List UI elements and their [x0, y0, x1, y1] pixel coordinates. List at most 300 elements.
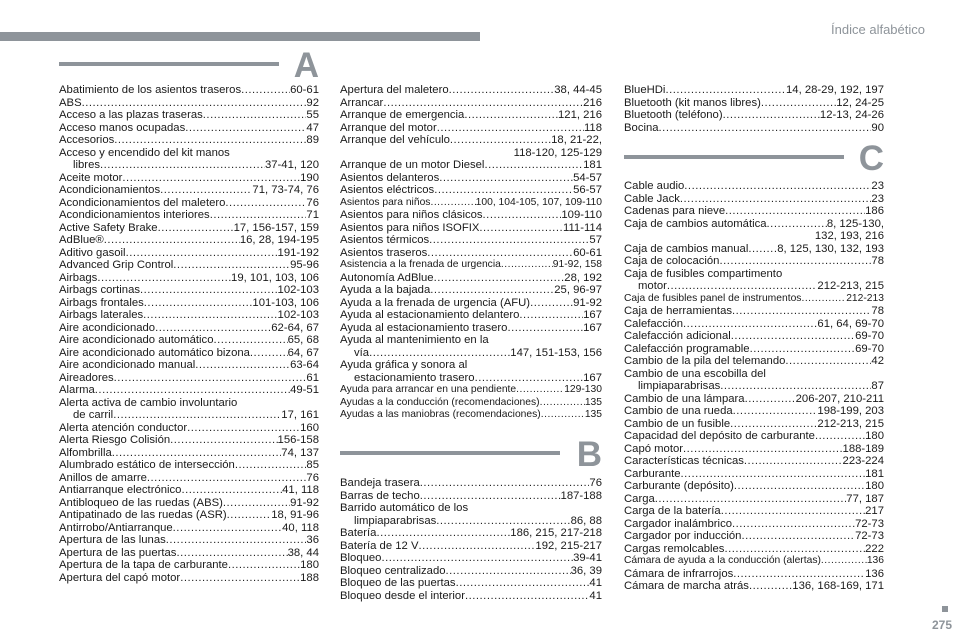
- leader-dots: [720, 380, 871, 393]
- index-entry: [340, 159, 602, 172]
- index-entry-term: Bandeja trasera: [340, 477, 420, 489]
- index-entry-term: Apertura del capó motor: [59, 571, 181, 584]
- index-entry-term: Alerta activa de cambio involuntario: [59, 396, 238, 409]
- index-entry-term: Ayuda al mantenimiento en la: [340, 334, 489, 346]
- index-entry-term: Batería de 12 V: [340, 539, 419, 552]
- index-entry-pages: 8, 125-130,: [826, 217, 884, 230]
- leader-dots: [681, 468, 866, 481]
- leader-dots: [185, 122, 306, 135]
- index-entry-term: Apertura de las lunas: [59, 534, 166, 546]
- index-entry: [59, 309, 319, 322]
- index-entry-term: libres: [73, 159, 100, 171]
- index-entry: [340, 197, 602, 210]
- index-entry-term: Accesorios: [59, 134, 115, 146]
- index-entry: [624, 480, 884, 493]
- index-entry-pages: 17, 161: [281, 409, 319, 421]
- leader-dots: [540, 397, 585, 410]
- index-entry-term: Arranque del vehículo: [340, 134, 450, 146]
- index-entry-term: Apertura de la tapa de carburante: [59, 559, 228, 571]
- index-entry-pages: 212-213, 215: [817, 417, 884, 430]
- index-entry: [340, 515, 602, 528]
- index-entry: [624, 193, 884, 206]
- leader-dots: [173, 259, 290, 272]
- index-entry-term: Abatimiento de los asientos traseros: [59, 84, 242, 96]
- section-rule: [624, 155, 844, 159]
- leader-dots: [501, 259, 553, 272]
- index-entry: [340, 309, 602, 322]
- index-entry-term: Carga de la batería: [624, 505, 721, 517]
- index-entry-pages: 91-92, 158: [552, 259, 602, 270]
- index-entry-pages: 16, 28, 194-195: [239, 234, 319, 246]
- index-entry: [59, 222, 319, 235]
- index-entry: [624, 493, 884, 506]
- page-header-title: Índice alfabético: [831, 22, 925, 37]
- index-entry: [340, 397, 602, 410]
- index-entry: [340, 247, 602, 260]
- section-letter: A: [293, 46, 319, 85]
- index-entry: [340, 134, 602, 147]
- leader-dots: [730, 418, 817, 431]
- index-column-2: [340, 84, 602, 422]
- index-entry: [340, 122, 602, 135]
- header-bar: [0, 32, 480, 41]
- index-entry: [624, 455, 884, 468]
- leader-dots: [430, 197, 475, 210]
- leader-dots: [434, 184, 573, 197]
- index-entry-pages: 212-213: [846, 292, 884, 304]
- index-entry-term: Ayuda para arrancar en una pendiente: [340, 384, 517, 395]
- index-entry-pages: 191-192: [277, 246, 319, 259]
- leader-dots: [464, 109, 558, 122]
- index-entry: [59, 509, 319, 522]
- index-column-3: [624, 84, 884, 134]
- leader-dots: [383, 97, 583, 110]
- index-entry-term: Airbags cortinas: [59, 284, 140, 296]
- leader-dots: [479, 222, 563, 235]
- index-entry-pages: 12, 24-25: [836, 96, 884, 109]
- index-entry-term: Caja de cambios automática: [624, 217, 767, 230]
- leader-dots: [683, 318, 817, 331]
- index-entry-pages: 56-57: [573, 184, 602, 196]
- index-entry-pages: 190: [300, 171, 319, 184]
- index-entry: [59, 97, 319, 110]
- index-entry: [59, 447, 319, 460]
- index-entry-pages: 40, 118: [282, 521, 319, 534]
- index-entry: [624, 580, 884, 593]
- leader-dots: [225, 197, 306, 210]
- index-entry-term: motor: [638, 280, 667, 292]
- index-entry-term: Asientos para niños ISOFIX: [340, 221, 480, 234]
- leader-dots: [465, 590, 589, 603]
- leader-dots: [376, 527, 510, 540]
- index-entry-pages: 42: [871, 355, 884, 367]
- index-entry-term: Bluetooth (kit manos libres): [624, 96, 761, 109]
- index-entry-term: Aceite motor: [59, 171, 123, 184]
- index-entry-term: limpiaparabrisas: [354, 514, 437, 527]
- index-entry: [624, 330, 884, 343]
- leader-dots: [744, 455, 843, 468]
- page-number: 275: [931, 618, 952, 632]
- index-entry-pages: 72-73: [855, 517, 884, 530]
- index-entry: [59, 184, 319, 197]
- index-entry: [59, 134, 319, 147]
- index-entry: [624, 305, 884, 318]
- index-entry: [340, 184, 602, 197]
- index-entry-term: Acondicionamientos interiores: [59, 209, 210, 221]
- index-entry-term: BlueHDi: [624, 84, 666, 96]
- index-entry-term: Aireadores: [59, 371, 114, 384]
- index-entry: [59, 334, 319, 347]
- index-entry-term: ABS: [59, 96, 82, 109]
- index-entry-pages: 71: [306, 209, 319, 221]
- leader-dots: [176, 547, 287, 560]
- index-entry-term: Aditivo gasoil: [59, 246, 126, 259]
- index-entry: [624, 568, 884, 581]
- index-entry: [624, 380, 884, 393]
- index-entry-pages: 41: [589, 589, 602, 602]
- index-entry-pages: 69-70: [855, 330, 884, 342]
- index-entry: [59, 109, 319, 122]
- index-entry-term: Cambio de una rueda: [624, 405, 733, 417]
- index-entry: [59, 434, 319, 447]
- index-entry-pages: 136: [865, 567, 884, 580]
- index-entry-term: Alfombrilla: [59, 446, 112, 459]
- index-entry: [59, 209, 319, 222]
- index-entry-term: Antipatinado de las ruedas (ASR): [59, 509, 227, 521]
- index-entry-term: Ayuda a la bajada: [340, 284, 431, 296]
- leader-dots: [785, 355, 871, 368]
- leader-dots: [170, 434, 277, 447]
- index-entry-term: Carburante: [624, 467, 681, 480]
- index-entry: [624, 393, 884, 406]
- index-entry-term: Cargador inalámbrico: [624, 517, 732, 530]
- index-entry-pages: 37-41, 120: [264, 159, 319, 171]
- leader-dots: [680, 193, 872, 206]
- index-entry: [59, 84, 319, 97]
- index-entry: [59, 547, 319, 560]
- index-entry-term: Caja de colocación: [624, 255, 720, 267]
- index-entry-term: Aire acondicionado automático: [59, 334, 214, 346]
- index-entry-pages: 180: [865, 480, 884, 492]
- section-rule: [59, 62, 279, 66]
- leader-dots: [437, 122, 584, 135]
- index-entry: [59, 484, 319, 497]
- index-entry-pages: 18, 91-96: [271, 509, 319, 521]
- leader-dots: [430, 284, 554, 297]
- index-entry-pages: 85: [306, 459, 319, 471]
- index-entry-pages: 39-41: [573, 552, 602, 564]
- index-entry-term: Asientos para niños: [340, 196, 431, 208]
- leader-dots: [684, 180, 871, 193]
- index-entry: [59, 384, 319, 397]
- index-entry: [624, 84, 884, 97]
- index-entry: [59, 359, 319, 372]
- index-entry: [59, 197, 319, 210]
- leader-dots: [815, 430, 865, 443]
- index-entry-pages: 38, 44: [287, 546, 319, 559]
- index-entry: [340, 372, 602, 385]
- index-entry: [624, 405, 884, 418]
- index-entry-pages: 187-188: [560, 489, 602, 502]
- index-entry-pages: 25, 96-97: [554, 284, 602, 296]
- index-entry-term: Ayudas a la conducción (recomendaciones): [340, 396, 540, 408]
- section-letter: B: [576, 435, 602, 474]
- section-rule: [340, 451, 560, 455]
- index-entry-term: Acceso y encendido del kit manos: [59, 146, 230, 159]
- index-entry-term: Barrido automático de los: [340, 502, 469, 514]
- index-entry-pages: 49-51: [290, 384, 319, 396]
- leader-dots: [210, 209, 307, 222]
- index-entry-pages: 69-70: [855, 342, 884, 355]
- leader-dots: [723, 109, 820, 122]
- index-entry: [59, 534, 319, 547]
- leader-dots: [166, 534, 307, 547]
- index-entry: [59, 397, 319, 410]
- index-entry-term: Barras de techo: [340, 489, 420, 502]
- index-entry-pages: 55: [306, 109, 319, 121]
- leader-dots: [719, 255, 871, 268]
- index-column-3-c: [624, 180, 884, 593]
- index-entry-pages: 167: [583, 371, 602, 384]
- index-entry-term: Active Safety Brake: [59, 221, 158, 234]
- index-entry: [59, 472, 319, 485]
- index-entry-term: Caja de herramientas: [624, 305, 733, 317]
- index-entry-pages: 101-103, 106: [252, 296, 319, 309]
- page-marker: [942, 606, 948, 612]
- leader-dots: [419, 540, 536, 553]
- index-entry-term: Cambio de una escobilla del: [624, 367, 766, 380]
- index-entry: [340, 527, 602, 540]
- index-entry-term: Acceso manos ocupadas: [59, 121, 186, 134]
- index-entry: [340, 384, 602, 397]
- index-entry: [624, 518, 884, 531]
- index-entry-term: Cable audio: [624, 180, 685, 192]
- leader-dots: [181, 484, 282, 497]
- index-entry-pages: 186, 215, 217-218: [510, 527, 602, 539]
- index-entry-pages: 28, 192: [564, 271, 602, 284]
- index-entry-term: Cadenas para nieve: [624, 205, 726, 217]
- index-entry-term: Bluetooth (teléfono): [624, 109, 723, 121]
- index-entry: [59, 259, 319, 272]
- leader-dots: [241, 84, 290, 97]
- index-entry: [59, 159, 319, 172]
- index-entry-pages: 86, 88: [570, 514, 602, 527]
- index-entry-term: Bloqueo desde el interior: [340, 589, 465, 602]
- index-entry-term: Acondicionamientos del maletero: [59, 196, 226, 209]
- index-entry: [59, 522, 319, 535]
- index-entry-pages: 95-96: [290, 259, 319, 271]
- index-entry-term: Asientos para niños clásicos: [340, 209, 483, 221]
- index-entry-pages: 23: [871, 192, 884, 205]
- index-entry-pages: 180: [300, 559, 319, 571]
- index-entry: [624, 418, 884, 431]
- index-entry-pages: 186: [865, 205, 884, 217]
- index-entry-term: Alumbrado estático de intersección: [59, 459, 235, 471]
- index-entry-term: vía: [354, 346, 370, 359]
- leader-dots: [427, 247, 573, 260]
- index-entry-term: Ayuda a la frenada de urgencia (AFU): [340, 296, 531, 309]
- leader-dots: [724, 543, 865, 556]
- leader-dots: [683, 443, 843, 456]
- leader-dots: [429, 234, 589, 247]
- index-entry-term: Airbags: [59, 271, 98, 284]
- index-entry: [624, 430, 884, 443]
- index-entry-pages: 76: [306, 196, 319, 209]
- index-entry-pages: 41, 118: [282, 484, 319, 496]
- index-entry: [59, 559, 319, 572]
- index-entry-term: limpiaparabrisas: [638, 380, 721, 392]
- index-entry-pages: 87: [871, 380, 884, 392]
- index-entry: [340, 540, 602, 553]
- index-entry-term: Autonomía AdBlue: [340, 271, 434, 284]
- index-entry-pages: 12-13, 24-26: [819, 109, 884, 121]
- leader-dots: [112, 447, 282, 460]
- index-entry-pages: 76: [306, 471, 319, 484]
- index-entry-term: Bloqueo centralizado: [340, 564, 446, 577]
- leader-dots: [195, 359, 290, 372]
- leader-dots: [369, 347, 510, 360]
- index-entry: [59, 459, 319, 472]
- leader-dots: [235, 459, 307, 472]
- index-entry-term: Cambio de la pila del telemando: [624, 355, 786, 367]
- index-entry-term: Características técnicas: [624, 455, 744, 467]
- index-entry-pages: 47: [306, 121, 319, 134]
- index-entry-term: Cable Jack: [624, 192, 680, 205]
- index-entry-term: Alerta atención conductor: [59, 421, 188, 434]
- index-entry-pages: 89: [306, 134, 319, 146]
- index-entry: [59, 122, 319, 135]
- index-entry-term: Acceso a las plazas traseras: [59, 109, 203, 121]
- index-entry-term: Apertura del maletero: [340, 84, 449, 96]
- index-entry-pages: 216: [583, 96, 602, 109]
- index-entry-term: Bloqueo: [340, 552, 382, 564]
- index-entry: [59, 297, 319, 310]
- index-entry: [340, 272, 602, 285]
- index-entry-term: Cámara de marcha atrás: [624, 580, 749, 592]
- index-entry: [624, 368, 884, 381]
- index-entry-term: Ayuda al estacionamiento trasero: [340, 321, 508, 334]
- index-entry-term: Batería: [340, 527, 377, 539]
- index-entry: [624, 543, 884, 556]
- index-entry-term: Cargador por inducción: [624, 530, 742, 542]
- leader-dots: [126, 247, 278, 260]
- index-entry: [624, 530, 884, 543]
- index-entry-term: Acondicionamientos: [59, 184, 161, 196]
- index-entry: [59, 172, 319, 185]
- leader-dots: [187, 422, 300, 435]
- index-entry: [624, 180, 884, 193]
- index-entry-term: Capacidad del depósito de carburante: [624, 430, 815, 442]
- index-entry-pages: 188: [300, 571, 319, 584]
- leader-dots: [484, 159, 583, 172]
- index-entry-pages: 121, 216: [558, 109, 602, 121]
- index-entry: [340, 565, 602, 578]
- leader-dots: [160, 184, 252, 197]
- leader-dots: [748, 243, 777, 256]
- leader-dots: [436, 515, 570, 528]
- index-entry-pages: 167: [583, 309, 602, 321]
- index-entry: [59, 234, 319, 247]
- leader-dots: [733, 405, 818, 418]
- index-entry: [59, 347, 319, 360]
- index-entry-pages: 188-189: [842, 442, 884, 455]
- index-entry: [340, 97, 602, 110]
- index-entry-pages: 156-158: [277, 434, 319, 446]
- leader-dots: [721, 505, 865, 518]
- index-entry-pages: 198-199, 203: [817, 405, 884, 417]
- index-entry-pages: 19, 101, 103, 106: [231, 271, 319, 284]
- leader-dots: [745, 393, 796, 406]
- leader-dots: [475, 372, 584, 385]
- leader-dots: [95, 384, 290, 397]
- index-entry-term: Apertura de las puertas: [59, 546, 177, 559]
- index-entry-term: Cambio de una lámpara: [624, 392, 745, 405]
- leader-dots: [516, 384, 564, 397]
- index-entry-term: Bocina: [624, 121, 659, 134]
- leader-dots: [114, 372, 307, 385]
- leader-dots: [147, 472, 307, 485]
- index-entry: [59, 372, 319, 385]
- leader-dots: [97, 272, 231, 285]
- index-entry-term: Aire acondicionado: [59, 321, 156, 334]
- leader-dots: [655, 493, 847, 506]
- leader-dots: [227, 509, 272, 522]
- index-entry-pages: 132, 193, 216: [814, 230, 884, 242]
- index-entry: [340, 577, 602, 590]
- index-entry: [340, 259, 602, 272]
- index-entry: [59, 572, 319, 585]
- index-entry-pages: 118-120, 125-129: [513, 146, 602, 159]
- index-entry-term: Airbags laterales: [59, 309, 144, 321]
- leader-dots: [767, 218, 827, 231]
- index-entry-pages: 18, 21-22,: [551, 134, 602, 146]
- index-entry-pages: 109-110: [561, 209, 602, 221]
- index-entry-term: Cambio de un fusible: [624, 417, 731, 430]
- leader-dots: [113, 409, 281, 422]
- index-entry: [340, 490, 602, 503]
- index-entry-pages: 91-92: [573, 296, 602, 309]
- leader-dots: [223, 497, 290, 510]
- leader-dots: [158, 222, 234, 235]
- index-entry: [340, 477, 602, 490]
- index-entry-pages: 222: [865, 542, 884, 555]
- index-entry-term: Asientos delanteros: [340, 171, 440, 184]
- index-entry-term: Antirrobo/Antiarranque: [59, 521, 173, 534]
- index-entry-term: Aire acondicionado manual: [59, 359, 196, 371]
- index-entry: [624, 109, 884, 122]
- index-entry-pages: 54-57: [573, 171, 602, 184]
- index-entry-pages: 92: [306, 96, 319, 109]
- index-entry-pages: 17, 156-157, 159: [233, 221, 319, 234]
- leader-dots: [140, 284, 278, 297]
- leader-dots: [659, 122, 872, 135]
- index-entry-term: Aire acondicionado automático bizona: [59, 346, 250, 359]
- index-entry-pages: 111-114: [563, 221, 602, 234]
- index-entry-pages: 212-213, 215: [817, 280, 884, 292]
- index-entry-term: Cargas remolcables: [624, 542, 725, 555]
- index-entry: [340, 552, 602, 565]
- index-column-2-b: [340, 477, 602, 602]
- index-entry: [340, 334, 602, 347]
- leader-dots: [420, 490, 561, 503]
- index-entry-term: Carga: [624, 492, 655, 505]
- leader-dots: [734, 480, 865, 493]
- index-entry-pages: 61, 64, 69-70: [817, 317, 884, 330]
- index-entry-term: Ayudas a las maniobras (recomendaciones): [340, 409, 541, 420]
- leader-dots: [214, 334, 288, 347]
- index-entry-term: Asistencia a la frenada de urgencia: [340, 259, 501, 270]
- index-entry-pages: 71, 73-74, 76: [252, 184, 319, 196]
